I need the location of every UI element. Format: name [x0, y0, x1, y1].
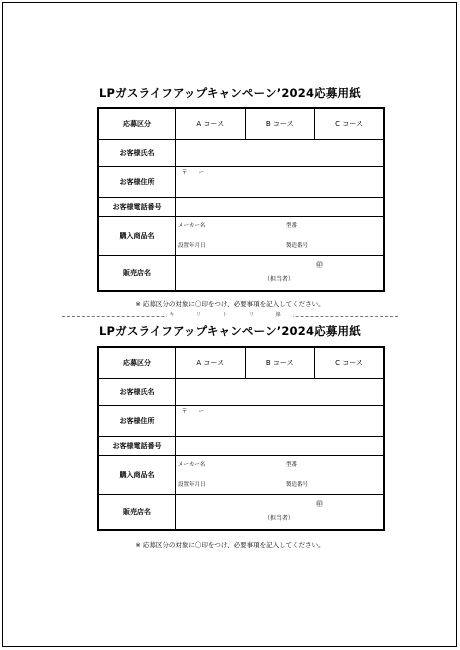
instruction-note: ※ 応募区分の対象に〇印をつけ、必要事項を記入してください。 [135, 541, 325, 549]
course-a-option[interactable]: A コース [176, 347, 246, 378]
install-date-label: 設置年月日 [178, 481, 206, 488]
maker-label: メーカー名 [178, 222, 206, 229]
staff-label: （担当者） [264, 514, 295, 522]
seal-mark: ㊞ [316, 260, 323, 269]
address-field[interactable] [176, 405, 385, 436]
cut-line-text: キ リ ト リ 線 [169, 312, 291, 318]
category-label: 応募区分 [98, 108, 176, 139]
postal-mark: 〒 ー [182, 408, 205, 415]
model-label: 型番 [286, 461, 298, 468]
install-date-label: 設置年月日 [178, 242, 206, 249]
name-label: お客様氏名 [98, 378, 176, 405]
form-title: LPガスライフアップキャンペーン’2024応募用紙 [99, 86, 361, 100]
staff-label: （担当者） [264, 275, 295, 283]
product-label: 購入商品名 [98, 455, 176, 494]
shop-label: 販売店名 [98, 255, 176, 291]
postal-mark: 〒 ー [182, 169, 205, 176]
course-b-option[interactable]: B コース [245, 108, 315, 139]
category-label: 応募区分 [98, 347, 176, 378]
serial-label: 製造番号 [286, 481, 309, 488]
product-label: 購入商品名 [98, 216, 176, 255]
address-label: お客様住所 [98, 166, 176, 197]
course-c-option[interactable]: C コース [315, 347, 385, 378]
product-field[interactable] [176, 216, 385, 255]
product-field[interactable] [176, 455, 385, 494]
shop-field[interactable] [176, 494, 385, 530]
phone-field[interactable] [176, 197, 385, 216]
instruction-note: ※ 応募区分の対象に〇印をつけ、必要事項を記入してください。 [135, 300, 325, 308]
name-field[interactable] [176, 139, 385, 166]
seal-mark: ㊞ [316, 499, 323, 508]
phone-field[interactable] [176, 436, 385, 455]
serial-label: 製造番号 [286, 242, 309, 249]
course-a-option[interactable]: A コース [176, 108, 246, 139]
phone-label: お客様電話番号 [98, 197, 176, 216]
name-label: お客様氏名 [98, 139, 176, 166]
address-label: お客様住所 [98, 405, 176, 436]
cut-line-label [0, 311, 460, 318]
name-field[interactable] [176, 378, 385, 405]
course-b-option[interactable]: B コース [245, 347, 315, 378]
model-label: 型番 [286, 222, 298, 229]
application-table [97, 107, 385, 292]
phone-label: お客様電話番号 [98, 436, 176, 455]
maker-label: メーカー名 [178, 461, 206, 468]
application-table [97, 346, 385, 531]
course-c-option[interactable]: C コース [315, 108, 385, 139]
shop-field[interactable] [176, 255, 385, 291]
form-title: LPガスライフアップキャンペーン’2024応募用紙 [99, 324, 361, 338]
shop-label: 販売店名 [98, 494, 176, 530]
address-field[interactable] [176, 166, 385, 197]
